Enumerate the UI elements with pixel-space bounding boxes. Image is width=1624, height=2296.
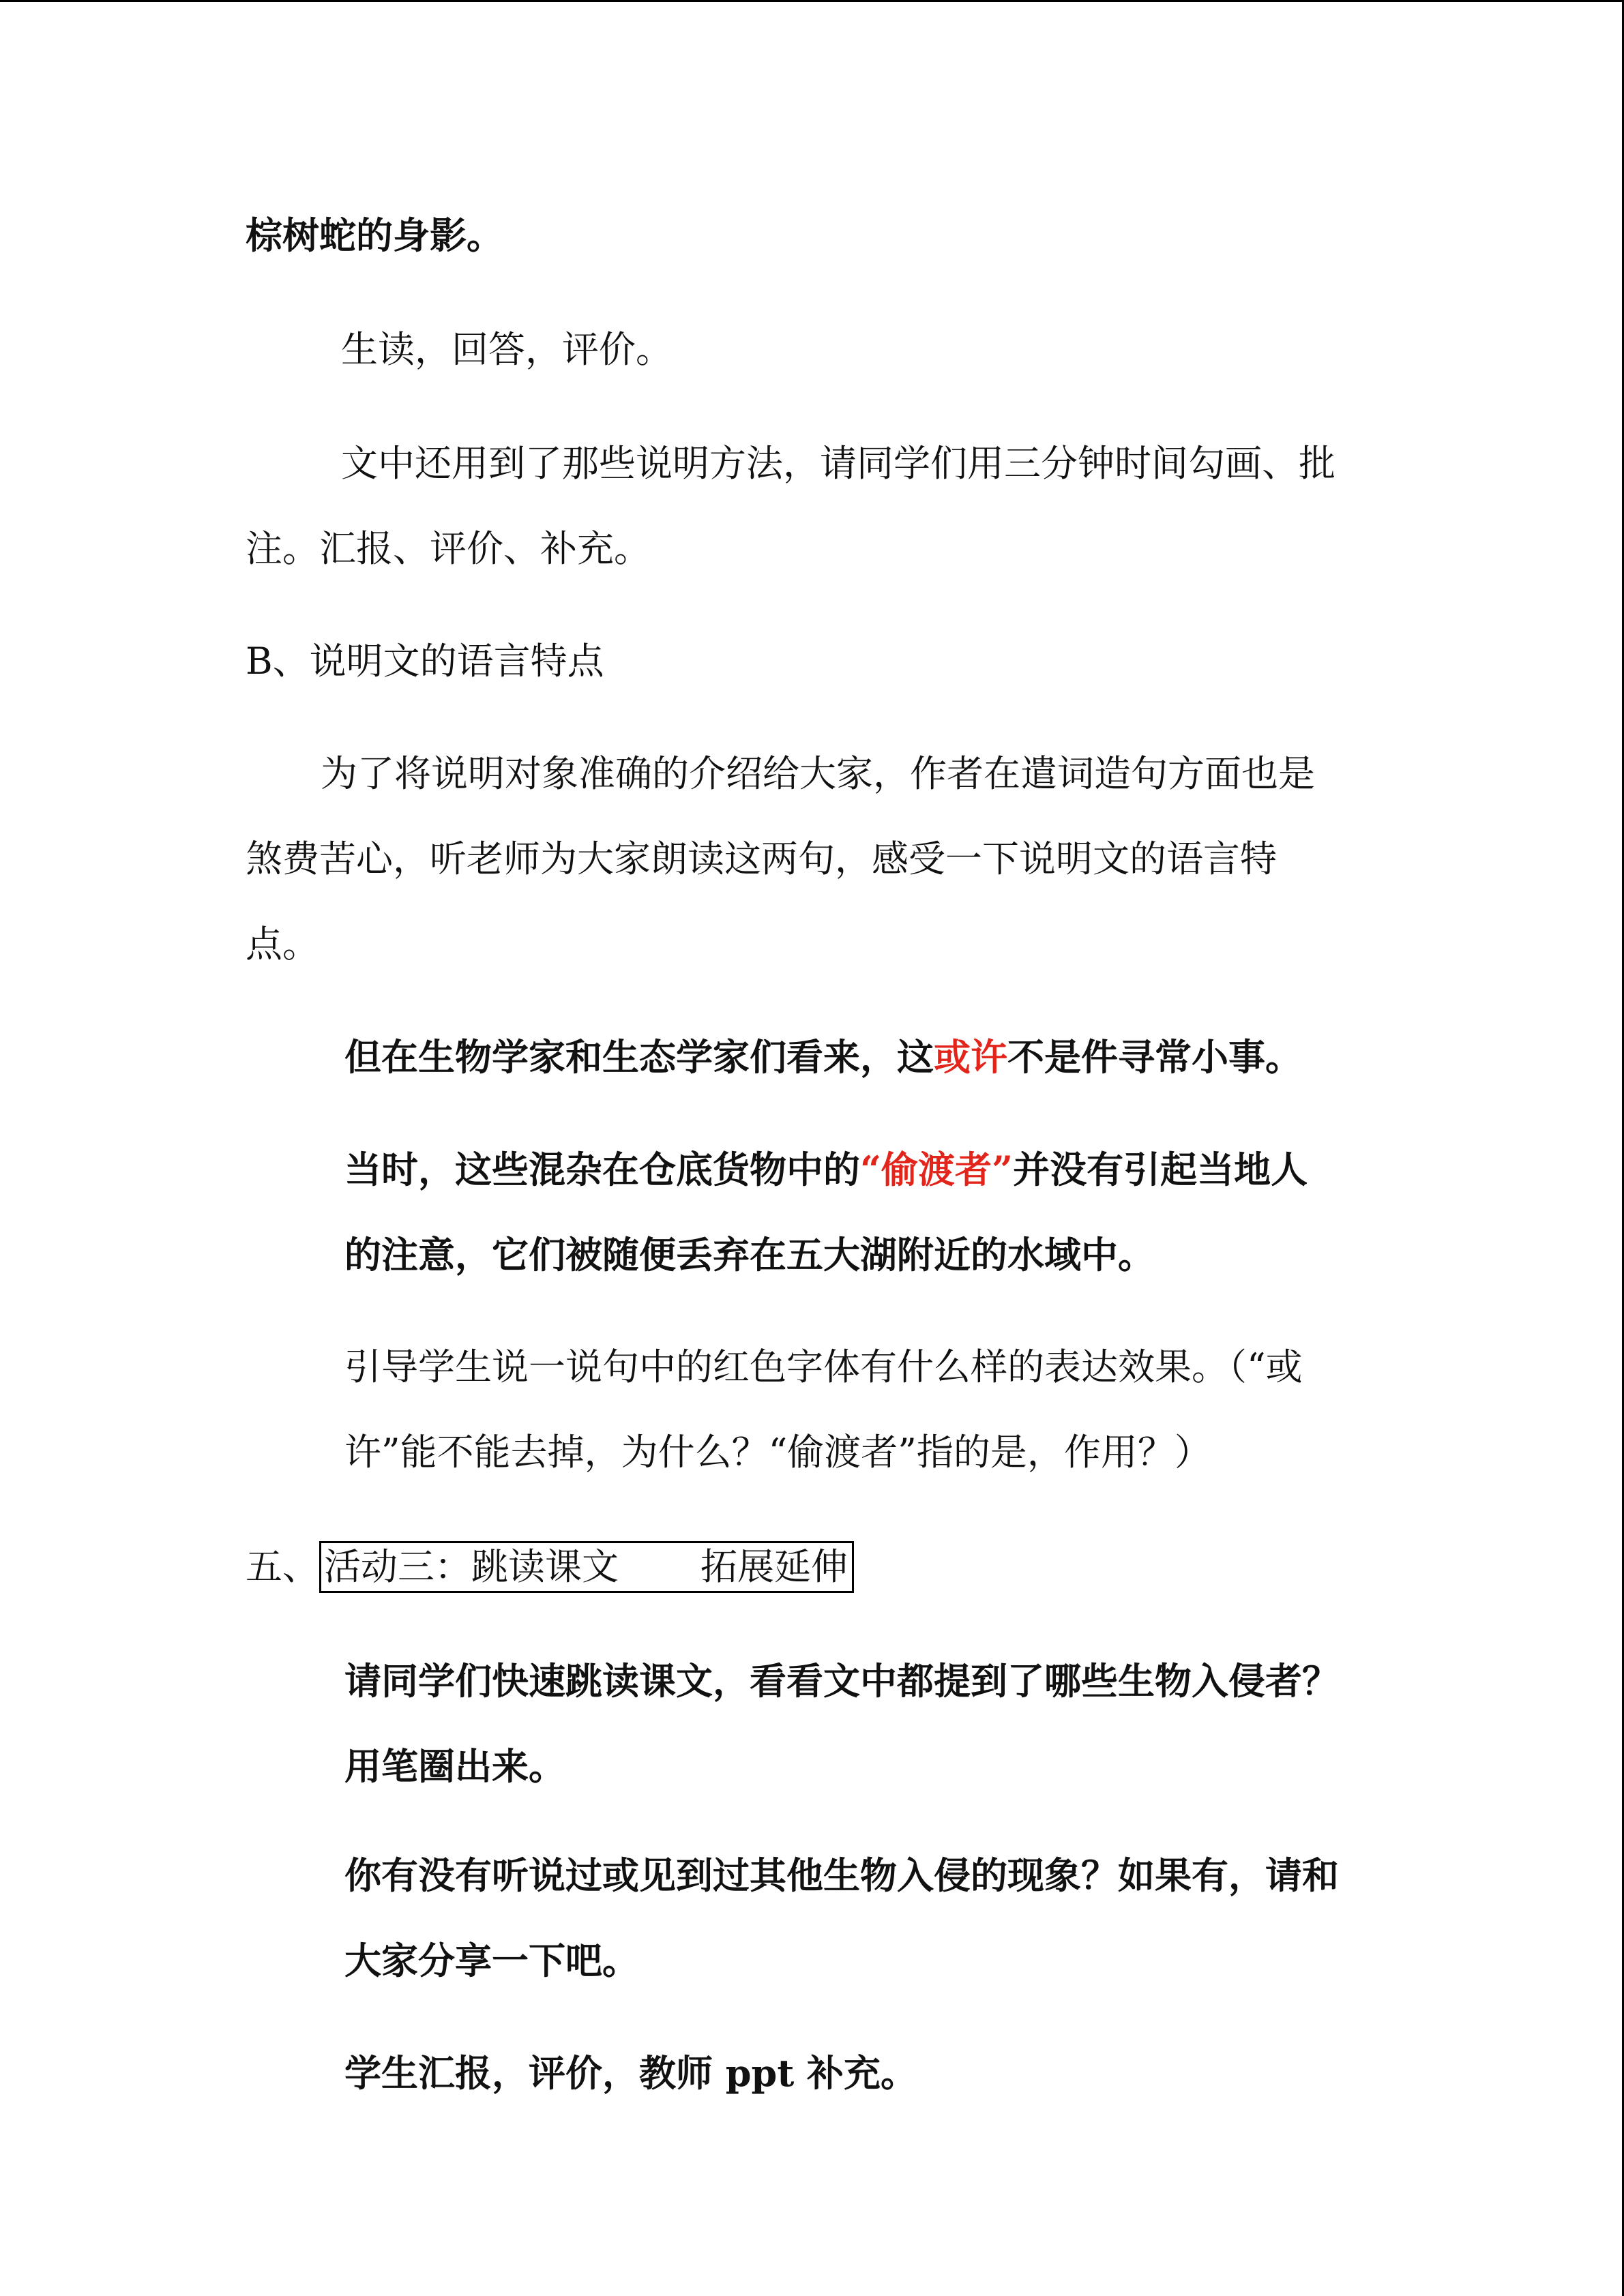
- boxed-heading-part: 活动三：跳读课文: [324, 1545, 619, 1588]
- boxed-heading-part: 拓展延伸: [700, 1545, 848, 1588]
- bullet-item: [344, 1033, 1302, 1081]
- heading-prefix: 五、: [246, 1545, 319, 1588]
- paragraph-line: 为了将说明对象准确的介绍给大家，作者在遣词造句方面也是: [321, 752, 1315, 795]
- section-heading: [246, 1541, 854, 1593]
- bullet-item: 请同学们快速跳读课文，看看文中都提到了哪些生物入侵者？: [344, 1659, 1339, 1703]
- bullet-item-continuation: 的注意，它们被随便丢弃在五大湖附近的水域中。: [344, 1233, 1155, 1277]
- bullet-text: 不是件寻常小事。: [1007, 1035, 1302, 1079]
- section-heading: B、说明文的语言特点: [246, 640, 604, 683]
- bullet-item: 你有没有听说过或见到过其他生物入侵的现象？如果有，请和: [344, 1853, 1339, 1897]
- paragraph-line: 煞费苦心，听老师为大家朗读这两句，感受一下说明文的语言特: [246, 837, 1277, 880]
- paragraph-line: 学生汇报，评价，教师 ppt 补充。: [344, 2051, 918, 2095]
- paragraph-line: 注。汇报、评价、补充。: [246, 527, 651, 570]
- bullet-item-continuation: 用笔圈出来。: [344, 1744, 565, 1788]
- boxed-heading: [319, 1541, 854, 1593]
- emphasis-red-text: 或许: [934, 1035, 1007, 1079]
- paragraph-line: 文中还用到了那些说明方法，请同学们用三分钟时间勾画、批: [341, 442, 1335, 485]
- paragraph-line: 点。: [246, 923, 319, 966]
- bullet-item: [344, 1146, 1308, 1193]
- bullet-text: 当时，这些混杂在仓底货物中的: [344, 1148, 860, 1191]
- paragraph-line: 棕树蛇的身影。: [246, 213, 503, 257]
- page-border-top: [0, 0, 1624, 2]
- emphasis-red-text: “偷渡者”: [860, 1148, 1014, 1191]
- paragraph-line: 引导学生说一说句中的红色字体有什么样的表达效果。（“或: [344, 1345, 1303, 1388]
- bullet-item-continuation: 大家分享一下吧。: [344, 1939, 639, 1982]
- bullet-text: 但在生物学家和生态学家们看来，这: [344, 1035, 934, 1079]
- paragraph-line: 生读，回答，评价。: [341, 328, 673, 371]
- paragraph-line: 许”能不能去掉，为什么？“偷渡者”指的是，作用？）: [344, 1431, 1211, 1474]
- bullet-text: 并没有引起当地人: [1013, 1148, 1308, 1191]
